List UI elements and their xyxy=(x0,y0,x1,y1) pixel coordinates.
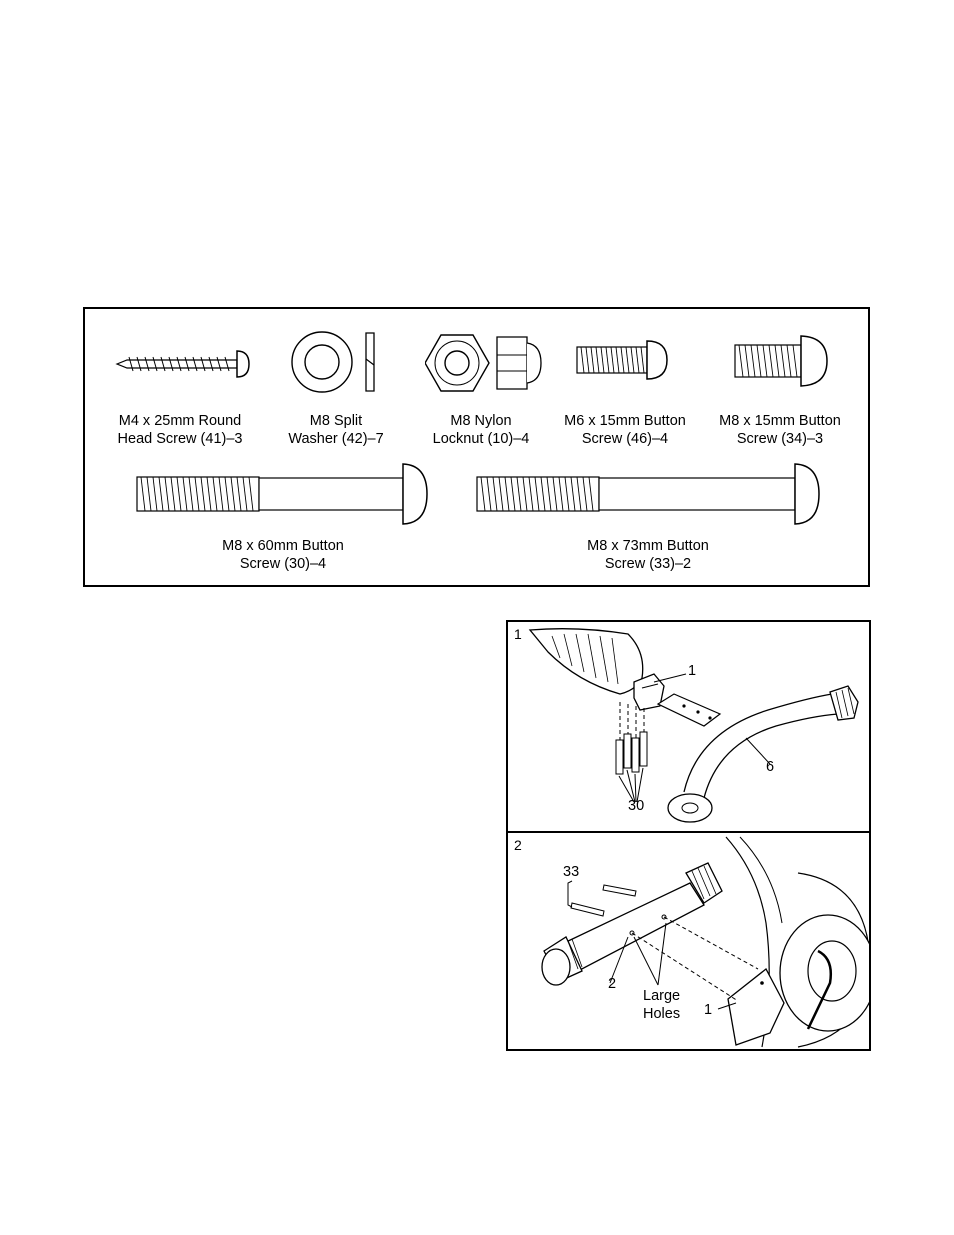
callout-stabilizer: 6 xyxy=(766,759,775,775)
part-label: M8 Split Washer (42)–7 xyxy=(288,413,384,447)
part-label: M8 Nylon Locknut (10)–4 xyxy=(432,413,530,447)
m8-short-button-screw-icon xyxy=(733,333,833,389)
callout-screws: 33 xyxy=(563,864,580,880)
split-washer-icon xyxy=(290,329,380,395)
callout-large-holes xyxy=(643,987,680,1023)
m6-button-screw-icon xyxy=(575,337,675,385)
part-label: M8 x 60mm Button Screw (30)–4 xyxy=(222,538,344,572)
step-2-panel xyxy=(506,831,871,1051)
nylon-locknut-icon xyxy=(425,331,545,395)
callout-frame: 1 xyxy=(688,663,697,679)
step-number: 1 xyxy=(514,626,522,642)
m8-60mm-button-screw-icon xyxy=(133,461,433,527)
step-1-panel xyxy=(506,620,871,833)
callout-stabilizer: 2 xyxy=(608,976,617,992)
callout-frame: 1 xyxy=(704,1002,713,1018)
part-label: M4 x 25mm Round Head Screw (41)–3 xyxy=(117,413,243,447)
hardware-chart xyxy=(83,307,870,587)
round-head-screw-icon xyxy=(115,347,250,381)
callout-screws: 30 xyxy=(628,798,645,814)
step-1-illustration xyxy=(508,622,871,833)
callout-line: Holes xyxy=(643,1006,681,1022)
part-label: M6 x 15mm Button Screw (46)–4 xyxy=(564,413,686,447)
part-label: M8 x 73mm Button Screw (33)–2 xyxy=(587,538,709,572)
part-label: M8 x 15mm Button Screw (34)–3 xyxy=(719,413,841,447)
m8-73mm-button-screw-icon xyxy=(473,461,823,527)
step-number: 2 xyxy=(514,837,522,853)
callout-line: Large xyxy=(643,988,681,1004)
